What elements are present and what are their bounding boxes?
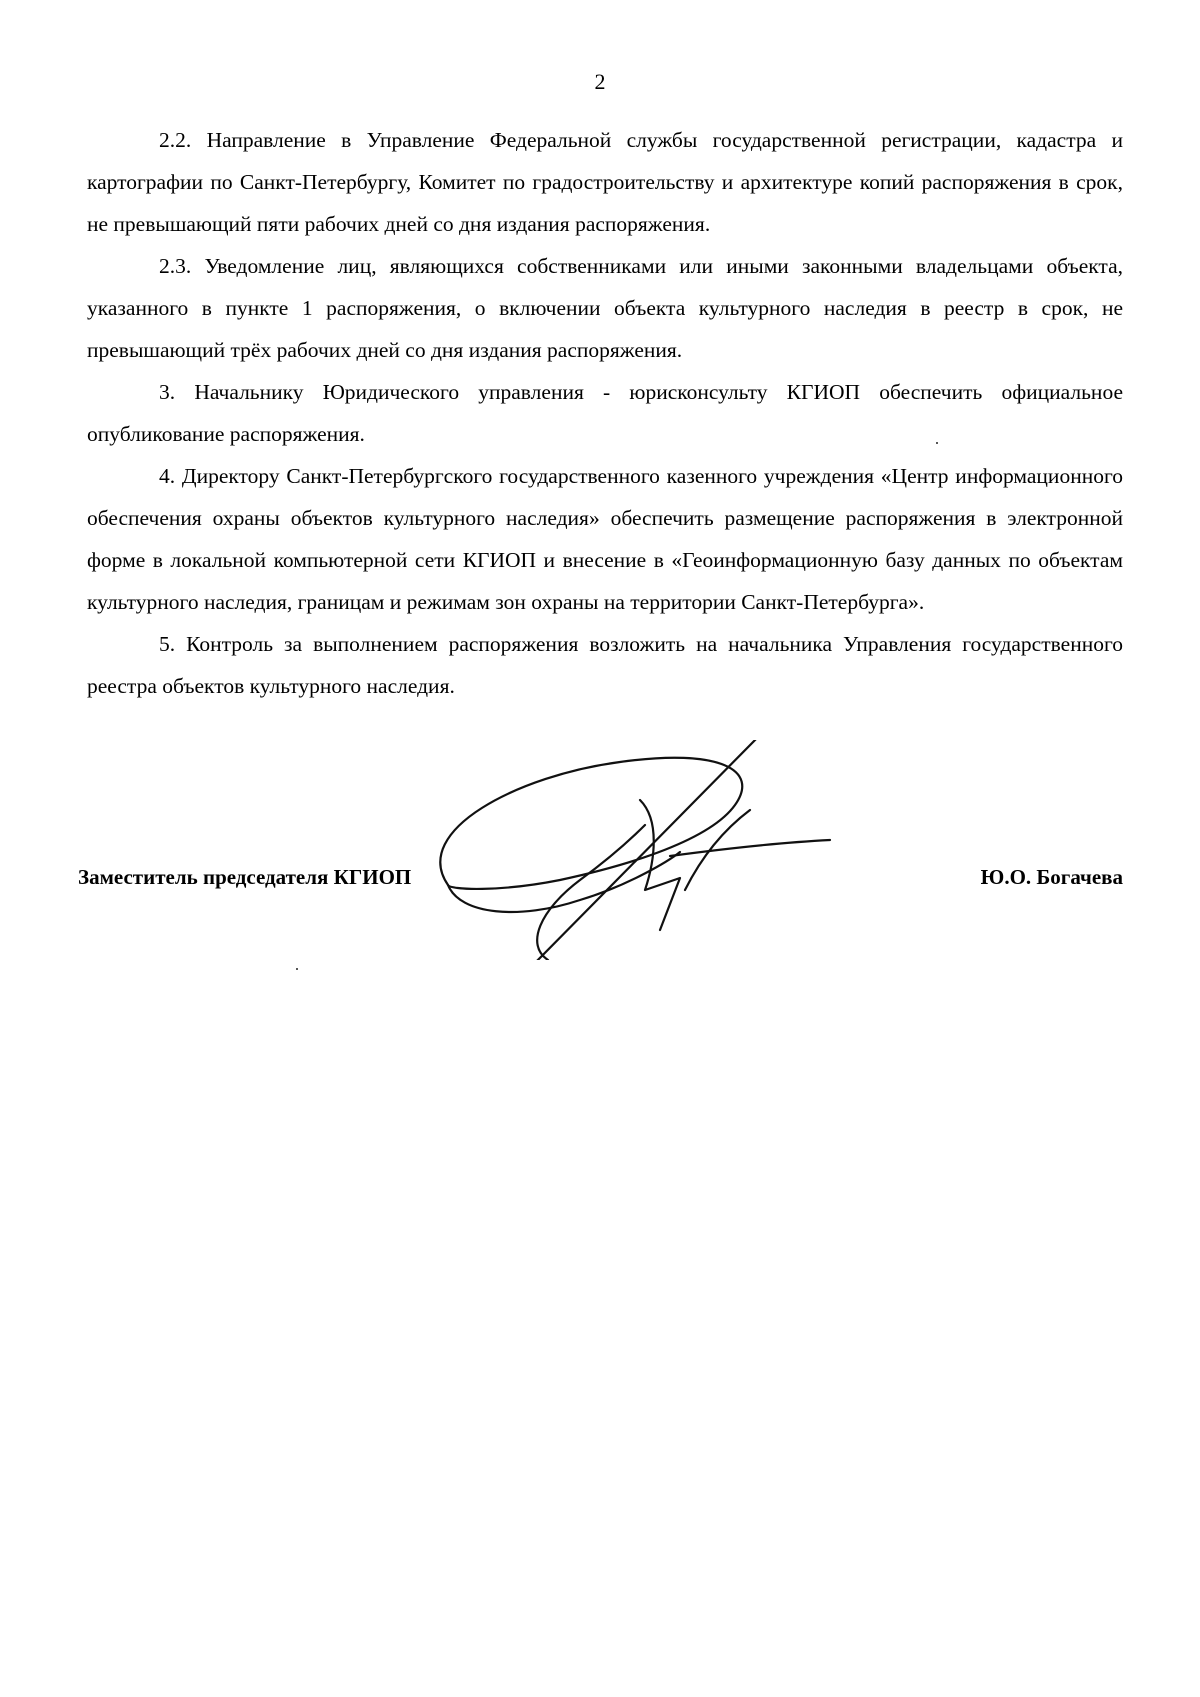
paragraph-2-2: 2.2. Направление в Управление Федеральной службы государственной регистрации, кадастра и картографии по Санкт-Петербургу, Комитет по градостроительству и архитектуре копий распоряжения в срок, не превышающий пяти рабочих дней со дня издания распоряжения. xyxy=(87,128,1123,236)
paragraph-3: 3. Начальнику Юридического управления - юрисконсульту КГИОП обеспечить официальное опубликование распоряжения. xyxy=(87,380,1123,446)
paragraph-2-3: 2.3. Уведомление лиц, являющихся собственниками или иными законными владельцами объекта, указанного в пункте 1 распоряжения, о включении объекта культурного наследия в реестр в срок, не превышающий трёх рабочих дней со дня издания распоряжения. xyxy=(87,254,1123,362)
document-body xyxy=(87,119,1123,707)
signature-block xyxy=(78,857,1123,897)
signatory-name: Ю.О. Богачева xyxy=(980,865,1123,889)
handwritten-signature xyxy=(430,740,910,960)
scan-speck xyxy=(936,442,938,444)
signatory-position: Заместитель председателя КГИОП xyxy=(78,865,412,889)
scan-speck xyxy=(296,968,298,970)
page-number: 2 xyxy=(594,69,606,94)
paragraph-4: 4. Директору Санкт-Петербургского государственного казенного учреждения «Центр информационного обеспечения охраны объектов культурного наследия» обеспечить размещение распоряжения в электронной форме в локальной компьютерной сети КГИОП и внесение в «Геоинформационную базу данных по объектам культурного наследия, границам и режимам зон охраны на территории Санкт-Петербурга». xyxy=(87,464,1123,614)
paragraph-5: 5. Контроль за выполнением распоряжения возложить на начальника Управления государственного реестра объектов культурного наследия. xyxy=(87,632,1123,698)
